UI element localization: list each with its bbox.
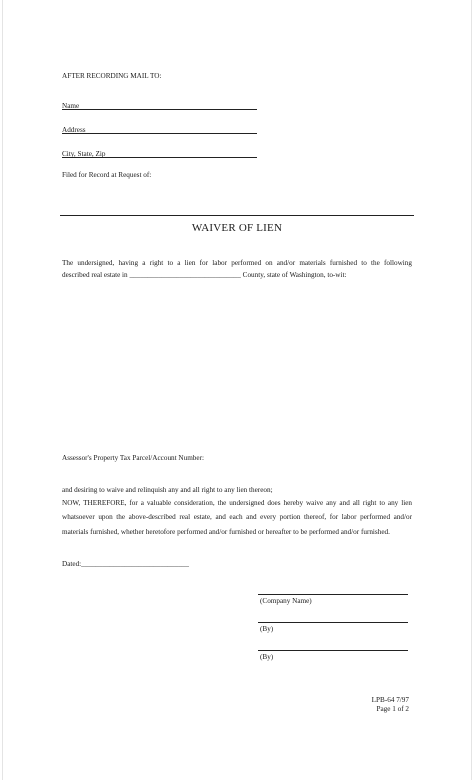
mail-to-heading: AFTER RECORDING MAIL TO: [62, 72, 162, 80]
header-divider [60, 215, 414, 216]
signature-line-by-2[interactable] [258, 650, 408, 651]
by-label-1: (By) [260, 625, 274, 633]
intro-line-2-end: County, state of Washington, to-wit: [242, 271, 347, 279]
name-label: Name [62, 102, 80, 110]
dated-label: Dated: [62, 560, 82, 568]
dated-line [62, 560, 189, 569]
address-line[interactable] [62, 133, 257, 134]
now-therefore-line-1: NOW, THEREFORE, for a valuable consideration, the undersigned does hereby waive any and all right to any lien [62, 499, 412, 507]
page-edge-right [471, 0, 472, 780]
assessor-label: Assessor's Property Tax Parcel/Account Number: [62, 454, 204, 462]
filed-for-record-label: Filed for Record at Request of: [62, 171, 152, 179]
intro-line-2-start: described real estate in [62, 271, 128, 279]
waive-line: and desiring to waive and relinquish any and all right to any lien thereon; [62, 486, 273, 494]
intro-line-1: The undersigned, having a right to a lien for labor performed on and/or materials furnished to the following [62, 259, 412, 267]
city-state-zip-label: City, State, Zip [62, 150, 106, 158]
signature-line-company[interactable] [258, 594, 408, 595]
by-label-2: (By) [260, 653, 274, 661]
name-line[interactable] [62, 109, 257, 110]
city-state-zip-line[interactable] [62, 157, 257, 158]
signature-line-by-1[interactable] [258, 622, 408, 623]
page-edge-left [2, 0, 3, 780]
now-therefore-line-3: materials furnished, whether heretofore performed and/or furnished or hereafter to be performed and/or furnished. [62, 528, 390, 536]
form-code: LPB-64 7/97 [371, 696, 409, 704]
address-label: Address [62, 126, 86, 134]
page-number: Page 1 of 2 [376, 705, 409, 713]
document-title: WAIVER OF LIEN [191, 222, 283, 234]
company-name-label: (Company Name) [260, 597, 312, 605]
dated-blank[interactable]: ______________________________ [81, 560, 189, 568]
now-therefore-line-2: whatsoever upon the above-described real estate, and each and every portion thereof, for labor performed and/or [62, 513, 412, 521]
county-blank[interactable]: _______________________________ [129, 271, 241, 279]
intro-line-2 [62, 271, 347, 280]
